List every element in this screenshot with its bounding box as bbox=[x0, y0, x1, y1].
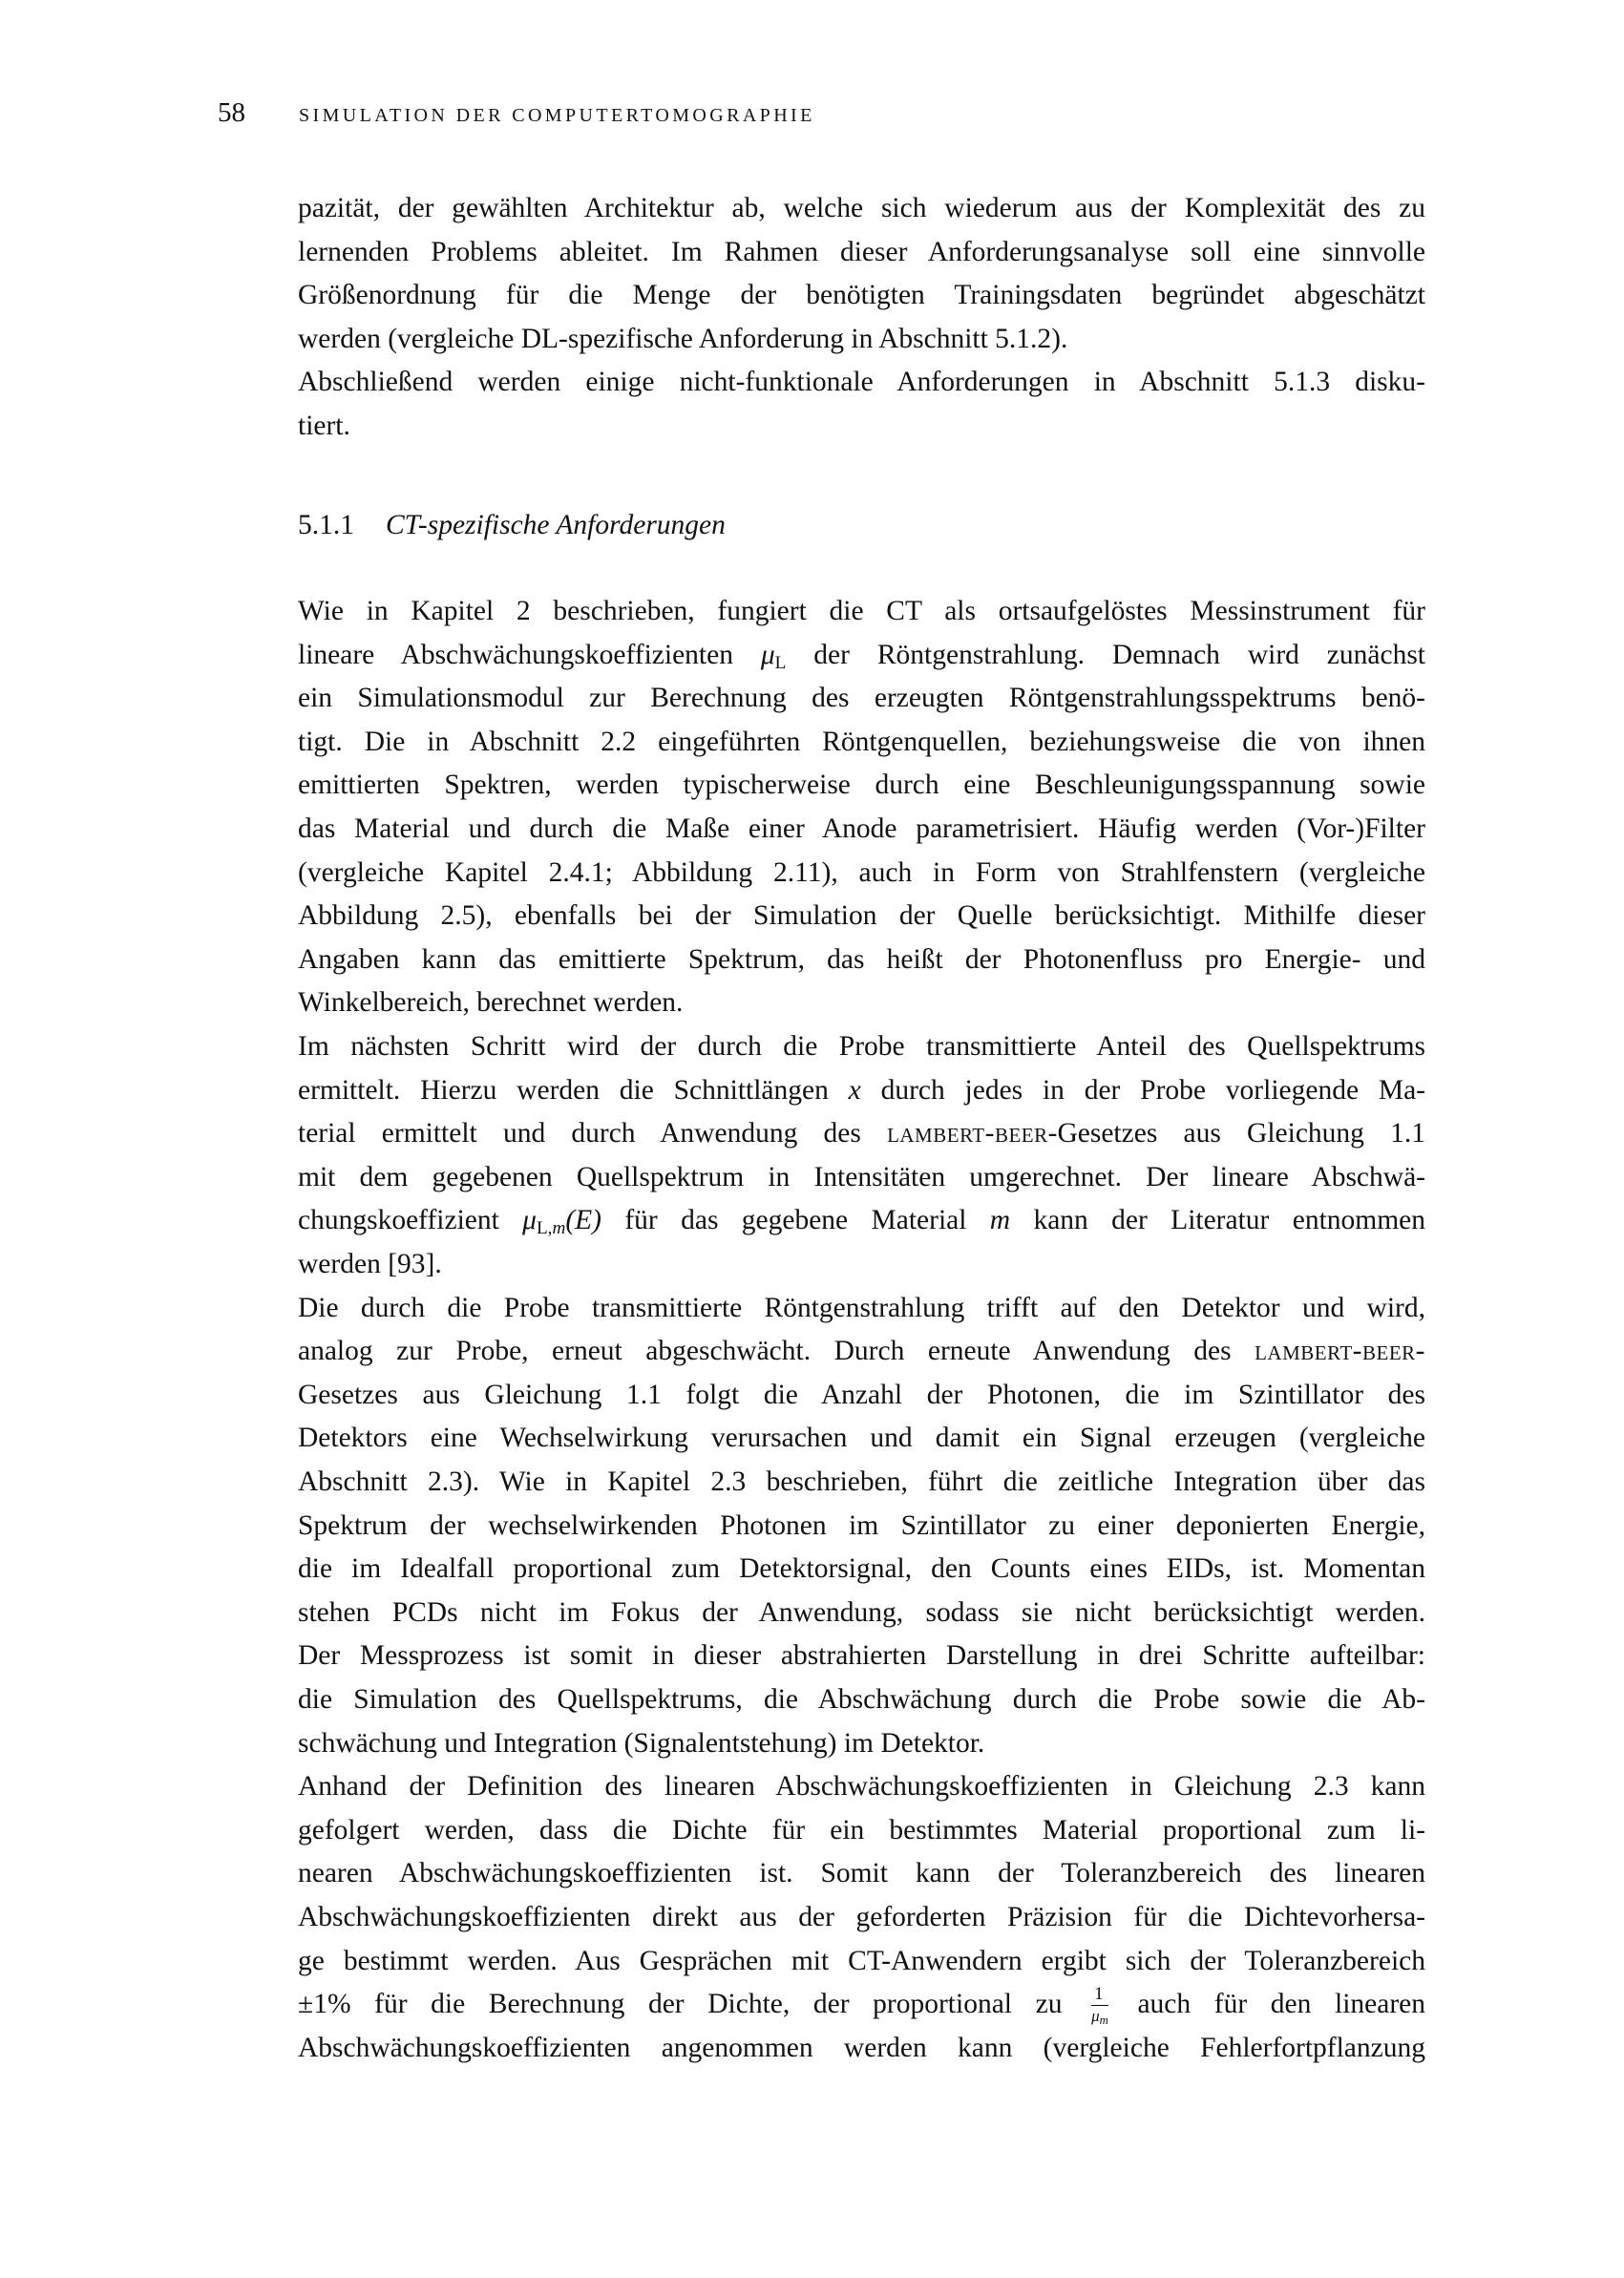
text-line: die im Idealfall proportional zum Detektorsignal, den Counts eines EIDs, ist. Momentan bbox=[298, 1553, 1425, 1584]
subscript: L bbox=[774, 652, 787, 673]
section-heading bbox=[298, 503, 726, 547]
text-line: Abschwächungskoeffizienten angenommen werden kann (vergleiche Fehlerfortpflanzung bbox=[298, 2033, 1425, 2063]
section-title: CT-spezifische Anforderungen bbox=[386, 510, 726, 540]
text-line: Abschnitt 2.3). Wie in Kapitel 2.3 beschrieben, führt die zeitliche Integration über das bbox=[298, 1466, 1425, 1497]
text-line: gefolgert werden, dass die Dichte für ein bestimmtes Material proportional zum li- bbox=[298, 1815, 1425, 1846]
text-span: terial ermittelt und durch Anwendung des bbox=[298, 1118, 888, 1149]
chapter-title: SIMULATION DER COMPUTERTOMOGRAPHIE bbox=[299, 105, 815, 126]
mu-symbol: μ bbox=[522, 1205, 537, 1235]
text-line: emittierten Spektren, werden typischerweise durch eine Beschleunigungsspannung sowie bbox=[298, 770, 1425, 800]
small-caps-name: lambert-beer- bbox=[1255, 1336, 1425, 1366]
text-line: lernenden Problems ableitet. Im Rahmen dieser Anforderungsanalyse soll eine sinnvolle bbox=[298, 237, 1425, 267]
text-span: auch für den linearen bbox=[1137, 1989, 1426, 2019]
subscript-part: m bbox=[552, 1217, 566, 1238]
text-line: pazität, der gewählten Architektur ab, welche sich wiederum aus der Komplexität des zu bbox=[298, 193, 1425, 223]
text-line bbox=[298, 633, 1425, 677]
variable-x: x bbox=[848, 1075, 861, 1106]
text-line: werden [93]. bbox=[298, 1249, 442, 1279]
text-span: ±1% für die Berechnung der Dichte, der proportional zu bbox=[298, 1989, 1063, 2019]
text-line bbox=[298, 1111, 1425, 1155]
text-line: nearen Abschwächungskoeffizienten ist. Somit kann der Toleranzbereich des linearen bbox=[298, 1858, 1425, 1888]
text-line: Größenordnung für die Menge der benötigten Trainingsdaten begründet abgeschätzt bbox=[298, 280, 1425, 310]
text-line bbox=[298, 1068, 1425, 1112]
text-span: für das gegebene Material bbox=[601, 1205, 990, 1235]
text-line: Abschwächungskoeffizienten direkt aus der geforderten Präzision für die Dichtevorhersa- bbox=[298, 1902, 1425, 1932]
text-line: stehen PCDs nicht im Fokus der Anwendung, sodass sie nicht berücksichtigt werden. bbox=[298, 1597, 1425, 1628]
text-line: tiert. bbox=[298, 411, 350, 441]
text-line: Detektors eine Wechselwirkung verursachen und damit ein Signal erzeugen (vergleiche bbox=[298, 1423, 1425, 1453]
text-line: Spektrum der wechselwirkenden Photonen im Szintillator zu einer deponierten Energie, bbox=[298, 1510, 1425, 1541]
text-line: die Simulation des Quellspektrums, die Abschwächung durch die Probe sowie die Ab- bbox=[298, 1684, 1425, 1715]
text-line: ein Simulationsmodul zur Berechnung des erzeugten Röntgenstrahlungsspektrums benö- bbox=[298, 683, 1425, 713]
text-line: das Material und durch die Maße einer Anode parametrisiert. Häufig werden (Vor-)Filter bbox=[298, 813, 1425, 844]
text-line: Abbildung 2.5), ebenfalls bei der Simulation der Quelle berücksichtigt. Mithilfe dieser bbox=[298, 900, 1425, 931]
subscript bbox=[537, 1218, 565, 1238]
text-span: ermittelt. Hierzu werden die Schnittlängen bbox=[298, 1075, 849, 1106]
subscript: m bbox=[1099, 2013, 1108, 2027]
text-line: Gesetzes aus Gleichung 1.1 folgt die Anzahl der Photonen, die im Szintillator des bbox=[298, 1380, 1425, 1410]
text-span: kann der Literatur entnommen bbox=[1010, 1205, 1426, 1235]
text-span: analog zur Probe, erneut abgeschwächt. Durch erneute Anwendung des bbox=[298, 1336, 1255, 1366]
text-line: Die durch die Probe transmittierte Röntgenstrahlung trifft auf den Detektor und wird, bbox=[298, 1293, 1425, 1323]
text-span: chungskoeffizient bbox=[298, 1205, 523, 1235]
text-line: tigt. Die in Abschnitt 2.2 eingeführten Röntgenquellen, beziehungsweise die von ihnen bbox=[298, 727, 1425, 757]
text-span: -Gesetzes aus Gleichung 1.1 bbox=[1047, 1118, 1425, 1149]
fraction-numerator: 1 bbox=[1091, 1985, 1108, 2006]
text-line: (vergleiche Kapitel 2.4.1; Abbildung 2.11), auch in Form von Strahlfenstern (vergleiche bbox=[298, 857, 1425, 888]
text-line: schwächung und Integration (Signalentstehung) im Detektor. bbox=[298, 1728, 985, 1759]
text-line bbox=[298, 1329, 1425, 1373]
energy-arg: (E) bbox=[565, 1205, 601, 1235]
text-line bbox=[298, 1198, 1425, 1242]
text-line: mit dem gegebenen Quellspektrum in Intensitäten umgerechnet. Der lineare Abschwä- bbox=[298, 1162, 1425, 1192]
text-line: Wie in Kapitel 2 beschrieben, fungiert die CT als ortsaufgelöstes Messinstrument für bbox=[298, 596, 1425, 626]
mu-symbol: μ bbox=[760, 640, 775, 670]
fraction-denominator bbox=[1091, 2006, 1108, 2027]
fraction bbox=[1091, 1983, 1108, 2027]
text-line bbox=[298, 1982, 1425, 2026]
running-header bbox=[0, 94, 1624, 132]
section-number: 5.1.1 bbox=[298, 510, 354, 540]
text-line: Angaben kann das emittierte Spektrum, das heißt der Photonenfluss pro Energie- und bbox=[298, 944, 1425, 975]
text-line: Anhand der Definition des linearen Abschwächungskoeffizienten in Gleichung 2.3 kann bbox=[298, 1771, 1425, 1802]
text-line: werden (vergleiche DL-spezifische Anforderung in Abschnitt 5.1.2). bbox=[298, 324, 1068, 354]
text-line: Im nächsten Schritt wird der durch die Probe transmittierte Anteil des Quellspektrums bbox=[298, 1031, 1425, 1062]
text-span: der Röntgenstrahlung. Demnach wird zunächst bbox=[786, 640, 1426, 670]
subscript-part: L, bbox=[536, 1217, 553, 1238]
text-span: lineare Abschwächungskoeffizienten bbox=[298, 640, 761, 670]
variable-m: m bbox=[989, 1205, 1011, 1235]
text-line: Der Messprozess ist somit in dieser abstrahierten Darstellung in drei Schritte aufteilbar: bbox=[298, 1640, 1425, 1671]
text-span: durch jedes in der Probe vorliegende Ma- bbox=[860, 1075, 1425, 1106]
text-line: Winkelbereich, berechnet werden. bbox=[298, 987, 684, 1018]
mu-symbol: μ bbox=[1091, 2006, 1100, 2025]
text-line: ge bestimmt werden. Aus Gesprächen mit CT-Anwendern ergibt sich der Toleranzbereich bbox=[298, 1946, 1425, 1976]
small-caps-name: lambert-beer bbox=[887, 1118, 1048, 1149]
text-line: Abschließend werden einige nicht-funktionale Anforderungen in Abschnitt 5.1.3 disku- bbox=[298, 367, 1425, 397]
page-number: 58 bbox=[218, 97, 245, 128]
